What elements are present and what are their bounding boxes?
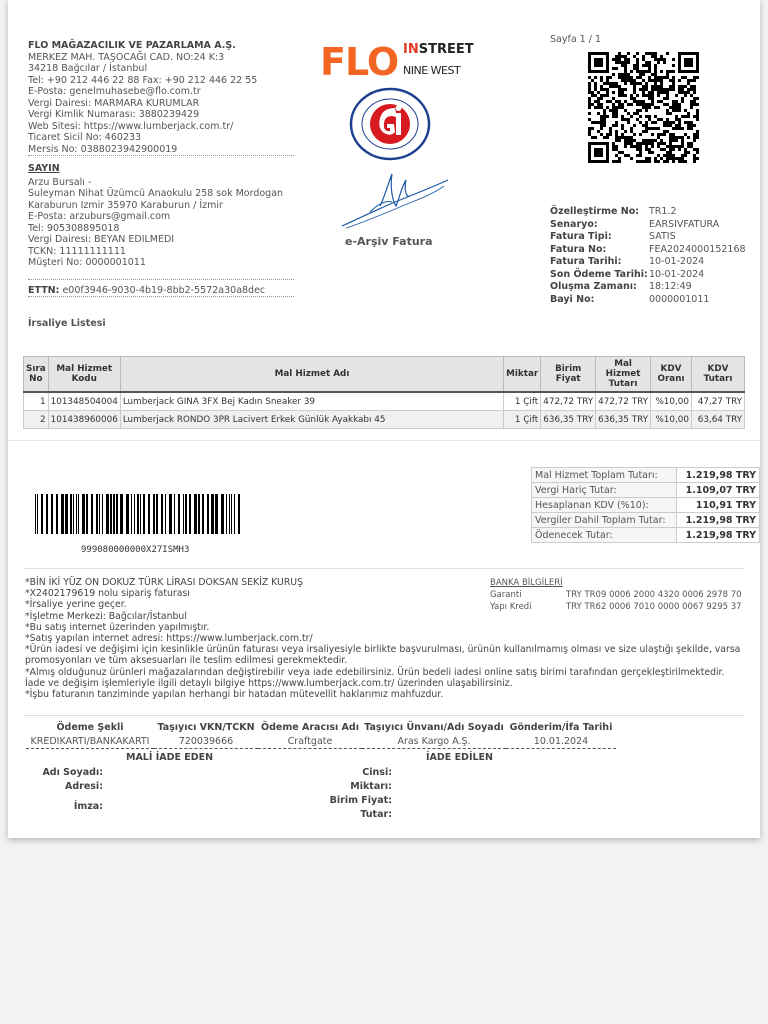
instreet-logo <box>403 42 474 57</box>
shipping-table <box>26 722 616 749</box>
col-header: Ödeme Aracısı Adı <box>261 722 359 733</box>
table-row <box>24 392 745 411</box>
iade-label: Cinsi: <box>362 767 392 778</box>
meta-row <box>550 206 746 219</box>
iade-label: Adı Soyadı: <box>42 767 103 778</box>
cell-kdv-oran: %10,00 <box>651 392 692 411</box>
cell-kdv-tutar: 47,27 TRY <box>692 392 745 411</box>
note-line: İade ve değişim işlemleriyle ilgili detaylı bilgiye https://www.lumberjack.com.tr/ üzerinden ulaşabilirsiniz. <box>25 677 513 689</box>
totals-key: Vergi Hariç Tutar: <box>532 483 677 498</box>
signature-icon <box>340 166 450 235</box>
seller-line: MERKEZ MAH. TAŞOCAĞI CAD. NO:24 K:3 <box>28 51 225 63</box>
seller-line: Vergi Kimlik Numarası: 3880239429 <box>28 109 200 120</box>
meta-row <box>550 281 746 294</box>
buyer-line: TCKN: 11111111111 <box>28 245 126 257</box>
items-table <box>23 356 745 429</box>
note-line: *İşbu faturanın tanziminde yapılan herhangi bir hatadan mütevellit haklarımız mahfuzdur. <box>25 689 444 701</box>
buyer-heading: SAYIN <box>28 163 60 174</box>
seller-name: FLO MAĞAZACILIK VE PAZARLAMA A.Ş. <box>28 40 236 51</box>
meta-value: 10-01-2024 <box>649 268 705 280</box>
cell-miktar: 1 Çift <box>504 411 541 429</box>
seller-line: E-Posta: genelmuhasebe@flo.com.tr <box>28 86 201 97</box>
cell-gonderim-tarihi: 10.01.2024 <box>506 735 616 749</box>
cell-tasiyici-vkn: 720039666 <box>154 735 258 749</box>
iade-label: Tutar: <box>360 809 392 820</box>
meta-value: 0000001011 <box>649 293 710 305</box>
totals-key: Hesaplanan KDV (%10): <box>532 498 677 513</box>
totals-row <box>532 528 760 543</box>
totals-row <box>532 498 760 513</box>
iade-eden-title: MALİ İADE EDEN <box>126 752 214 763</box>
iade-label: İmza: <box>73 801 103 812</box>
col-header: Mal Hizmet Kodu <box>48 357 120 393</box>
col-header: KDV Oranı <box>651 357 692 393</box>
table-row <box>26 735 616 749</box>
iade-label: Miktarı: <box>350 781 392 792</box>
barcode-text: 999080000000X27ISMH3 <box>81 545 190 555</box>
cell-ad: Lumberjack GINA 3FX Bej Kadın Sneaker 39 <box>120 392 503 411</box>
totals-table <box>531 467 760 543</box>
ettn <box>28 285 265 296</box>
col-header: Ödeme Şekli <box>56 722 124 733</box>
totals-row <box>532 513 760 528</box>
items-header-row <box>24 357 745 393</box>
ninewest-logo: NINE WEST <box>403 64 461 77</box>
col-header: Birim Fiyat <box>541 357 596 393</box>
divider <box>28 155 294 156</box>
bank-name: Yapı Kredi <box>490 601 532 612</box>
document-type: e-Arşiv Fatura <box>345 235 433 248</box>
totals-key: Vergiler Dahil Toplam Tutar: <box>532 513 677 528</box>
meta-row <box>550 244 746 257</box>
note-line: *İşletme Merkezi: Bağcılar/İstanbul <box>25 610 187 622</box>
totals-key: Mal Hizmet Toplam Tutarı: <box>532 468 677 483</box>
ettn-label: ETTN: <box>28 285 60 296</box>
cell-kdv-tutar: 63,64 TRY <box>692 411 745 429</box>
section-divider <box>8 440 760 441</box>
meta-value: EARSIVFATURA <box>649 218 720 230</box>
meta-key: Özelleştirme No: <box>550 206 640 217</box>
meta-key: Fatura No: <box>550 243 607 255</box>
gib-seal-icon <box>348 86 432 165</box>
totals-value: 110,91 TRY <box>677 498 760 513</box>
page-number: Sayfa 1 / 1 <box>550 34 601 45</box>
buyer-line: Arzu Bursalı - <box>28 176 92 188</box>
seller-line: Mersis No: 0388023942900019 <box>28 143 178 155</box>
flo-logo: FLO <box>320 40 399 84</box>
irsaliye-label: İrsaliye Listesi <box>28 318 106 329</box>
col-header: Mal Hizmet Adı <box>120 357 503 393</box>
note-line: *Almış olduğunuz ürünleri mağazalarından değiştirebilir veya iade edebilirsiniz. Ürün bedeli iadesi online satış birimi tarafından gerçekleştirilmektedir. <box>25 666 725 678</box>
shipping-header-row <box>26 722 616 735</box>
meta-key: Bayi No: <box>550 293 595 305</box>
note-line: *İrsaliye yerine geçer. <box>25 599 127 611</box>
cell-tutar: 472,72 TRY <box>596 392 651 411</box>
buyer-block <box>28 163 298 269</box>
buyer-line: Suleyman Nihat Üzümcü Anaokulu 258 sok Mordogan <box>28 188 284 199</box>
instreet-rest: STREET <box>418 42 474 57</box>
cell-sira: 2 <box>24 411 49 429</box>
col-header: Taşıyıcı VKN/TCKN <box>157 722 255 733</box>
col-header: Miktar <box>504 357 541 393</box>
meta-value: FEA2024000152168 <box>649 243 746 255</box>
barcode-icon <box>33 494 243 537</box>
seller-line: Vergi Dairesi: MARMARA KURUMLAR <box>28 97 200 109</box>
cell-odeme-aracisi: Craftgate <box>258 735 362 749</box>
ettn-value: e00f3946-9030-4b19-8bb2-5572a30a8dec <box>62 285 266 296</box>
totals-value: 1.219,98 TRY <box>677 513 760 528</box>
meta-value: 10-01-2024 <box>649 256 705 267</box>
cell-kdv-oran: %10,00 <box>651 411 692 429</box>
cell-kod: 101348504004 <box>48 392 120 411</box>
bank-name: Garanti <box>490 590 522 600</box>
col-header: KDV Tutarı <box>692 357 745 393</box>
bank-title: BANKA BİLGİLERİ <box>490 578 563 588</box>
meta-value: TR1.2 <box>649 206 677 217</box>
bank-row <box>490 591 742 603</box>
seller-line: Tel: +90 212 446 22 88 Fax: +90 212 446 22 55 <box>28 74 258 86</box>
col-header: Taşıyıcı Ünvanı/Adı Soyadı <box>364 722 504 733</box>
meta-key: Senaryo: <box>550 218 598 230</box>
section-divider <box>24 568 744 569</box>
col-header: Sıra No <box>24 357 49 393</box>
seller-line: Ticaret Sicil No: 460233 <box>28 132 142 143</box>
meta-key: Son Ödeme Tarihi: <box>550 268 648 280</box>
buyer-line: E-Posta: arzuburs@gmail.com <box>28 211 171 222</box>
instreet-in: IN <box>403 42 419 57</box>
note-line: *X2402179619 nolu sipariş faturası <box>25 588 190 600</box>
invoice-meta <box>550 206 746 306</box>
note-line: *BİN İKİ YÜZ ON DOKUZ TÜRK LİRASI DOKSAN SEKİZ KURUŞ <box>25 577 304 588</box>
bank-iban: TRY TR09 0006 2000 4320 0006 2978 70 <box>566 590 742 600</box>
note-line: *Satış yapılan internet adresi: https://www.lumberjack.com.tr/ <box>25 633 313 645</box>
seller-block <box>28 40 298 155</box>
meta-row <box>550 256 746 269</box>
divider <box>28 279 294 280</box>
cell-birim: 636,35 TRY <box>541 411 596 429</box>
cell-kod: 101438960006 <box>48 411 120 429</box>
seller-line: Web Sitesi: https://www.lumberjack.com.tr/ <box>28 120 234 132</box>
cell-birim: 472,72 TRY <box>541 392 596 411</box>
meta-value: SATIS <box>649 231 676 242</box>
cell-ad: Lumberjack RONDO 3PR Lacivert Erkek Günlük Ayakkabı 45 <box>120 411 503 429</box>
divider <box>28 296 294 297</box>
totals-row <box>532 483 760 498</box>
iade-edilen-title: İADE EDİLEN <box>426 752 493 763</box>
buyer-line: Müşteri No: 0000001011 <box>28 257 146 268</box>
iade-label: Adresi: <box>65 781 103 792</box>
table-row <box>24 411 745 429</box>
cell-tutar: 636,35 TRY <box>596 411 651 429</box>
buyer-line: Vergi Dairesi: BEYAN EDILMEDI <box>28 234 175 245</box>
bank-row <box>490 603 742 615</box>
totals-value: 1.219,98 TRY <box>677 468 760 483</box>
meta-key: Oluşma Zamanı: <box>550 281 637 292</box>
meta-value: 18:12:49 <box>649 281 692 292</box>
cell-odeme-sekli: KREDIKARTI/BANKAKARTI <box>26 735 154 749</box>
qr-code-icon <box>588 52 706 167</box>
col-header: Mal Hizmet Tutarı <box>596 357 651 393</box>
invoice-page <box>8 0 760 838</box>
totals-value: 1.219,98 TRY <box>677 528 760 543</box>
seller-line: 34218 Bağcılar / İstanbul <box>28 63 148 74</box>
meta-row <box>550 294 746 307</box>
section-divider <box>24 715 744 716</box>
note-line: *Bu satış internet üzerinden yapılmıştır. <box>25 621 210 633</box>
cell-tasiyici-unvan: Aras Kargo A.Ş. <box>362 735 506 749</box>
iade-label: Birim Fiyat: <box>329 795 392 806</box>
note-line: *Ürün iadesi ve değişimi için kesinlikle ürünün faturası veya irsaliyesiyle birlikte başvurulması, ürünün kullanılmamış olması ve size ulaştığı şekilde, varsa promosyonları ve tüm aksesuarları ile teslim edilmesi gerekmektedir. <box>25 644 741 667</box>
totals-row <box>532 468 760 483</box>
cell-sira: 1 <box>24 392 49 411</box>
totals-key: Ödenecek Tutar: <box>532 528 677 543</box>
meta-row <box>550 231 746 244</box>
cell-miktar: 1 Çift <box>504 392 541 411</box>
buyer-line: Tel: 905308895018 <box>28 222 120 234</box>
bank-info <box>490 578 750 614</box>
meta-row <box>550 219 746 232</box>
col-header: Gönderim/İfa Tarihi <box>509 722 613 733</box>
meta-row <box>550 269 746 282</box>
bank-iban: TRY TR62 0006 7010 0000 0067 9295 37 <box>566 601 742 612</box>
totals-value: 1.109,07 TRY <box>677 483 760 498</box>
meta-key: Fatura Tarihi: <box>550 256 622 267</box>
buyer-line: Karaburun Izmir 35970 Karaburun / İzmir <box>28 199 223 211</box>
meta-key: Fatura Tipi: <box>550 231 612 242</box>
